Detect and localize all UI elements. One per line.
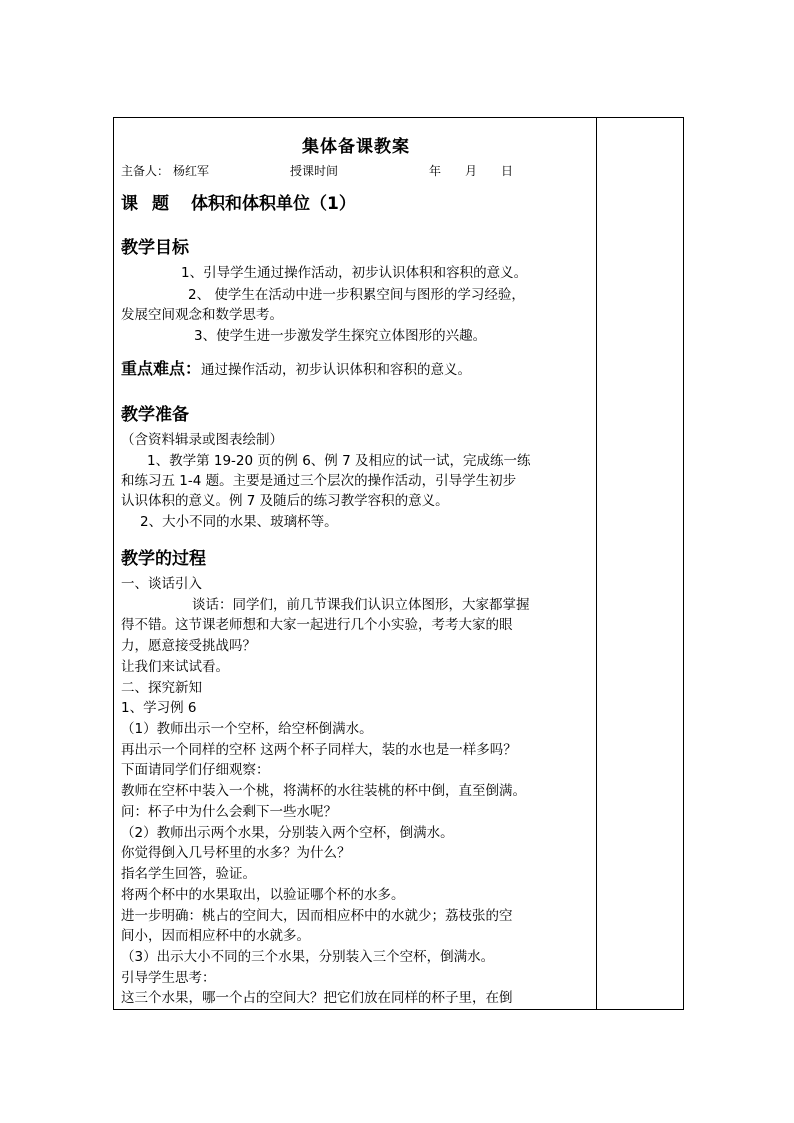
day-label: 日 xyxy=(501,164,514,178)
preparer-name: 杨红军 xyxy=(173,164,210,178)
process-line: 再出示一个同样的空杯 这两个杯子同样大，装的水也是一样多吗？ xyxy=(121,742,517,758)
objectives-heading: 教学目标 xyxy=(121,238,189,258)
key-points xyxy=(121,356,471,379)
process-heading: 教学的过程 xyxy=(121,549,206,569)
process-line: 得不错。这节课老师想和大家一起进行几个小实验，考考大家的眼 xyxy=(121,617,513,633)
objective-item-2: 2、 使学生在活动中进一步积累空间与图形的学习经验， xyxy=(188,287,525,303)
key-points-label: 重点难点： xyxy=(121,359,202,378)
process-line: 教师在空杯中装入一个桃，将满杯的水往装桃的杯中倒，直至倒满。 xyxy=(121,783,526,799)
process-line: 间小，因而相应杯中的水就多。 xyxy=(121,928,310,944)
process-line: 进一步明确：桃占的空间大，因而相应杯中的水就少；荔枝张的空 xyxy=(121,908,513,924)
subject-line xyxy=(121,189,356,214)
process-line: 力，愿意接受挑战吗？ xyxy=(121,638,256,654)
preparation-line-4: 2、大小不同的水果、玻璃杯等。 xyxy=(140,514,338,530)
process-line: （3）出示大小不同的三个水果，分别装入三个空杯，倒满水。 xyxy=(121,949,495,965)
key-points-text: 通过操作活动，初步认识体积和容积的意义。 xyxy=(201,362,472,378)
class-time-label: 授课时间 xyxy=(290,164,339,178)
table-column-divider xyxy=(596,117,597,1010)
objective-item-2-cont: 发展空间观念和数学思考。 xyxy=(121,307,283,323)
process-line: （2）教师出示两个水果，分别装入两个空杯，倒满水。 xyxy=(121,825,454,841)
process-line: 这三个水果，哪一个占的空间大？把它们放在同样的杯子里，在倒 xyxy=(121,990,513,1006)
objective-item-3: 3、使学生进一步激发学生探究立体图形的兴趣。 xyxy=(194,328,487,344)
process-line: 指名学生回答，验证。 xyxy=(121,866,256,882)
month-label: 月 xyxy=(465,164,478,178)
process-line: 你觉得倒入几号杯里的水多？为什么？ xyxy=(121,845,351,861)
preparer-label: 主备人： xyxy=(121,164,170,178)
process-line: 问：杯子中为什么会剩下一些水呢？ xyxy=(121,804,337,820)
process-line: 将两个杯中的水果取出，以验证哪个杯的水多。 xyxy=(121,887,405,903)
process-line: 让我们来试试看。 xyxy=(121,659,229,675)
subject-title: 体积和体积单位（1） xyxy=(191,194,356,214)
preparation-line-1: 1、教学第 19-20 页的例 6、例 7 及相应的试一试，完成练一练 xyxy=(147,453,531,469)
process-line: 引导学生思考： xyxy=(121,970,216,986)
year-label: 年 xyxy=(429,164,442,178)
preparation-note: （含资料辑录或图表绘制） xyxy=(121,432,283,448)
process-line: 下面请同学们仔细观察： xyxy=(121,762,270,778)
objective-item-1: 1、引导学生通过操作活动，初步认识体积和容积的意义。 xyxy=(181,265,528,281)
subject-label-2: 题 xyxy=(152,194,169,214)
page-title: 集体备课教案 xyxy=(302,137,410,157)
process-line: 谈话：同学们，前几节课我们认识立体图形，大家都掌握 xyxy=(192,597,530,613)
process-line: 1、学习例 6 xyxy=(121,700,197,716)
process-line: 一、谈话引入 xyxy=(121,576,202,592)
preparation-line-3: 认识体积的意义。例 7 及随后的练习教学容积的意义。 xyxy=(121,493,449,509)
process-line: （1）教师出示一个空杯，给空杯倒满水。 xyxy=(121,721,373,737)
subject-label-1: 课 xyxy=(121,194,138,214)
preparation-line-2: 和练习五 1-4 题。主要是通过三个层次的操作活动，引导学生初步 xyxy=(121,473,517,489)
process-line: 二、探究新知 xyxy=(121,680,202,696)
preparation-heading: 教学准备 xyxy=(121,405,189,425)
